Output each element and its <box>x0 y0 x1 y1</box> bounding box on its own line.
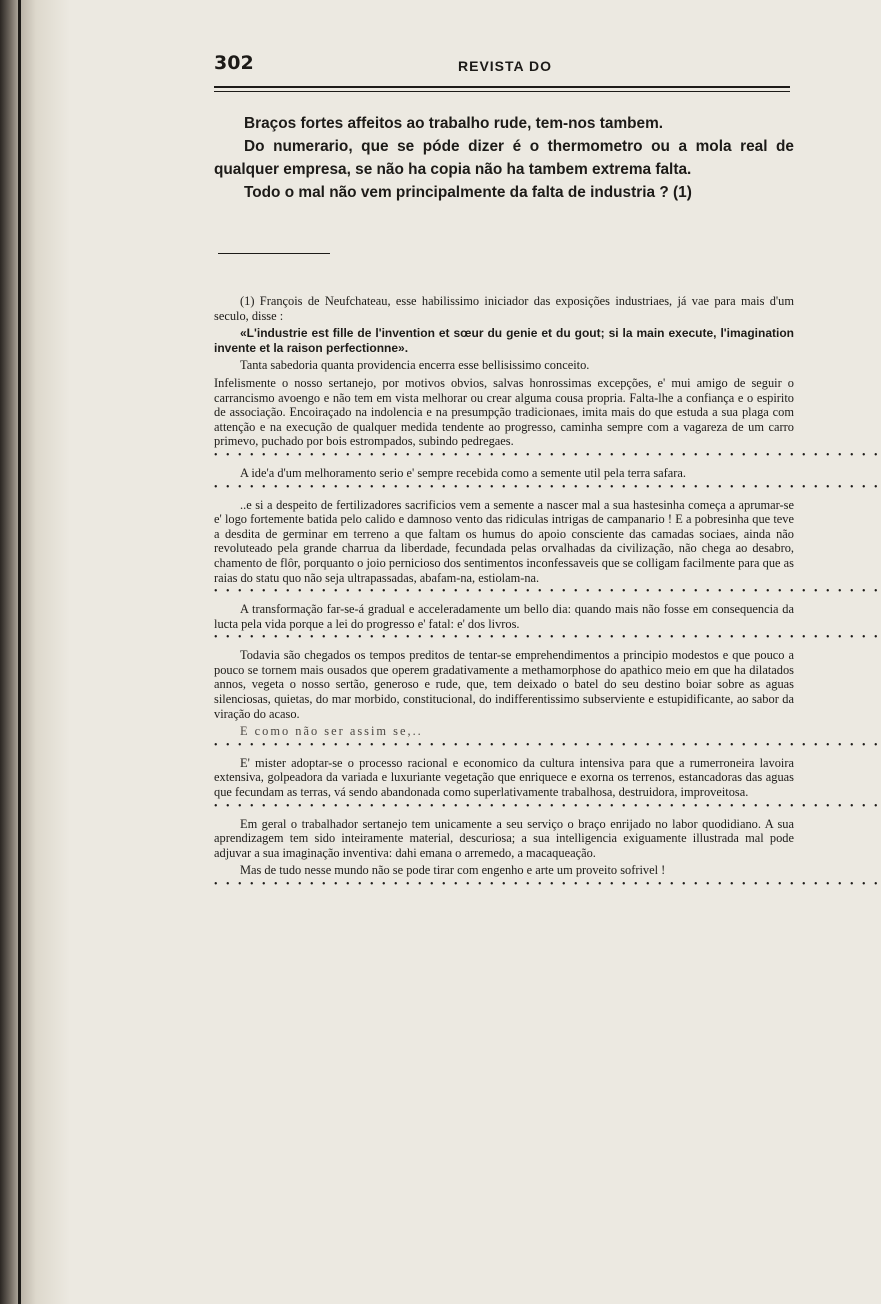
footnote-paragraph: Todavia são chegados os tempos preditos de tentar-se emprehendimentos a principio modestos e que pouco a pouco se tornem mais ousados que operem gradativamente a methamorphose do apathico meio em que ha dilatados annos, vegeta o nosso sertão, generoso e rude, que, tem deixado o batel do seu destino boiar sobre as aguas silenciosas, quietas, do mar morbido, constitucional, do indifferentissimo subserviente e estupidificante, ao sabor da viração do acaso. <box>214 648 794 721</box>
main-paragraph: Todo o mal não vem principalmente da falta de industria ? (1) <box>244 184 692 201</box>
dotted-separator: • • • • • • • • • • • • • • • • • • • • • • • • • • • • • • • • • • • • • • • • • • • • • • • • • • • • • • • • <box>214 739 881 751</box>
footnote-paragraph: Infelismente o nosso sertanejo, por motivos obvios, salvas honrossimas excepções, e' mui amigo de seguir o carrancismo avoengo e não tem em vista melhorar ou crear alguma cousa propria. Falta-lhe a confiança e o espirito de associação. Encoiraçado na indolencia e na presumpção tradicionaes, imita mais do que estuda a sua plaga com attenção e na execução de qualquer medida tendente ao progresso, caminha sempre com a vagareza de um carro primevo, puchado por bois estrompados, subindo pedregaes. <box>214 375 794 449</box>
footnotes <box>214 294 881 895</box>
footnote-paragraph: Em geral o trabalhador sertanejo tem unicamente a seu serviço o braço enrijado no labor quodidiano. A sua aprendizagem tem sido inteiramente material, descuriosa; a sua intelligencia exiguamente illustrada mal pode adjuvar a sua imaginação inventiva: dahi emana o arremedo, a macaqueação. <box>214 816 794 860</box>
footnote-paragraph: ..e si a despeito de fertilizadores sacrificios vem a semente a nascer mal a sua hastesinha começa a aprumar-se e' logo fortemente batida pelo calido e damnoso vento das ridiculas intrigas de campanario ! E a pobresinha que teve a desdita de germinar em terreno a que faltam os humus do apoio consciente das camadas sociaes, ainda não revoluteado pela grande charrua da liberdade, fecundada pelas orvalhadas da civilização, não chega ao desabro, chamento de flôr, porquanto o joio pernicioso dos sentimentos inconfessaveis que se colligam facilmente para que as raias do statu quo não seja ultrapassadas, abafam-na, estiolam-na. <box>214 497 794 585</box>
footnote-paragraph: Tanta sabedoria quanta providencia encerra esse bellisissimo conceito. <box>240 358 590 373</box>
footnote-paragraph: E' mister adoptar-se o processo racional e economico da cultura intensiva para que a rumerroneira lavoira extensiva, golpeadora da variada e luxuriante vegetação que enriquece e exorna os terrenos, estancadoras das aguas que fecundam as terras, vá sendo abandonada como superlativamente trabalhosa, destruidora, improveitosa. <box>214 755 794 800</box>
page-header <box>214 52 788 82</box>
dotted-separator: • • • • • • • • • • • • • • • • • • • • • • • • • • • • • • • • • • • • • • • • • • • • • • • • • • • • • • • • <box>214 449 881 461</box>
page-number: 302 <box>214 52 254 74</box>
dotted-separator: • • • • • • • • • • • • • • • • • • • • • • • • • • • • • • • • • • • • • • • • • • • • • • • • • • • • • • • • <box>214 481 881 493</box>
main-paragraph: Braços fortes affeitos ao trabalho rude, tem-nos tambem. <box>244 115 664 132</box>
footnote-rule <box>218 253 330 254</box>
footnote-paragraph: A ide'a d'um melhoramento serio e' sempre recebida como a semente util pela terra safara. <box>240 465 687 480</box>
footnote-quote: «L'industrie est fille de l'invention et sœur du genie et du gout; si la main execute, l'imagination invente et la raison perfectionne». <box>214 326 794 355</box>
footnote-paragraph: Mas de tudo nesse mundo não se pode tirar com engenho e arte um proveito sofrivel ! <box>240 863 666 878</box>
footnote-paragraph: (1) François de Neufchateau, esse habilissimo iniciador das exposições industriaes, já vae para mais d'um seculo, disse : <box>214 294 794 323</box>
header-rule <box>214 86 790 92</box>
dotted-separator: • • • • • • • • • • • • • • • • • • • • • • • • • • • • • • • • • • • • • • • • • • • • • • • • • • • • • • • • <box>214 632 881 644</box>
main-text <box>214 112 794 204</box>
footnote-paragraph: A transformação far-se-á gradual e acceleradamente um bello dia: quando mais não fosse em consequencia da lucta pela vida porque a lei do progresso e' fatal: e' dos livros. <box>214 602 794 631</box>
footnote-paragraph: E como não ser assim se,.. <box>240 724 423 739</box>
main-paragraph: Do numerario, que se póde dizer é o thermometro ou a mola real de qualquer empresa, se não ha copia não ha tambem extrema falta. <box>214 138 794 178</box>
dotted-separator: • • • • • • • • • • • • • • • • • • • • • • • • • • • • • • • • • • • • • • • • • • • • • • • • • • • • • • • • <box>214 586 881 598</box>
dotted-separator: • • • • • • • • • • • • • • • • • • • • • • • • • • • • • • • • • • • • • • • • • • • • • • • • • • • • • • • • <box>214 879 881 890</box>
running-head: REVISTA DO <box>458 58 553 74</box>
dotted-separator: • • • • • • • • • • • • • • • • • • • • • • • • • • • • • • • • • • • • • • • • • • • • • • • • • • • • • • • • <box>214 800 881 812</box>
